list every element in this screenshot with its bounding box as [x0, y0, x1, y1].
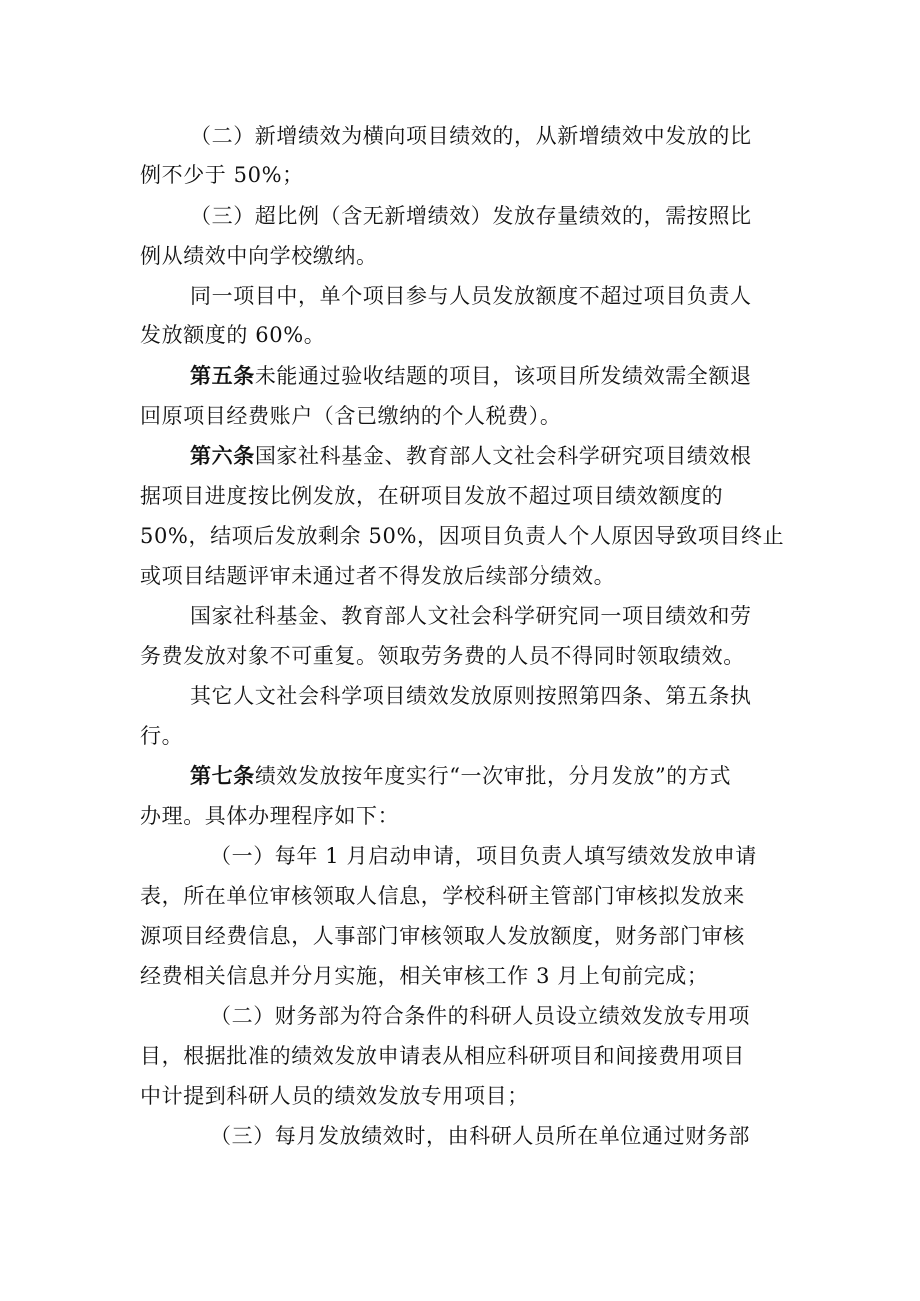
- paragraph-line: （三）每月发放绩效时，由科研人员所在单位通过财务部: [210, 1124, 750, 1148]
- paragraph-line: （一）每年 1 月启动申请，项目负责人填写绩效发放申请: [210, 844, 757, 868]
- article-heading-line: 第六条国家社科基金、教育部人文社会科学研究项目绩效根: [190, 443, 752, 468]
- paragraph-line: 经费相关信息并分月实施，相关审核工作 3 月上旬前完成；: [140, 964, 709, 988]
- paragraph-line: 或项目结题评审未通过者不得发放后续部分绩效。: [140, 564, 616, 588]
- paragraph-line: 目，根据批准的绩效发放申请表从相应科研项目和间接费用项目: [140, 1044, 745, 1068]
- paragraph-line: （三）超比例（含无新增绩效）发放存量绩效的，需按照比: [190, 204, 752, 228]
- article-heading-line: 第五条未能通过验收结题的项目，该项目所发绩效需全额退: [190, 363, 752, 388]
- paragraph-line: 50%，结项后发放剩余 50%，因项目负责人个人原因导致项目终止: [140, 524, 785, 548]
- paragraph-line: （二）财务部为符合条件的科研人员设立绩效发放专用项: [210, 1004, 750, 1028]
- paragraph-line: 国家社科基金、教育部人文社会科学研究同一项目绩效和劳: [190, 604, 752, 628]
- paragraph-line: 其它人文社会科学项目绩效发放原则按照第四条、第五条执: [190, 684, 752, 708]
- paragraph-line: 发放额度的 60%。: [140, 323, 326, 347]
- paragraph-line: 例从绩效中向学校缴纳。: [140, 244, 378, 268]
- paragraph-line: 表，所在单位审核领取人信息，学校科研主管部门审核拟发放来: [140, 884, 745, 908]
- paragraph-line: 源项目经费信息，人事部门审核领取人发放额度，财务部门审核: [140, 924, 745, 948]
- paragraph-line: 回原项目经费账户（含已缴纳的个人税费）。: [140, 404, 562, 428]
- paragraph-line: 中计提到科研人员的绩效发放专用项目；: [140, 1084, 529, 1108]
- article-number: 第七条: [190, 763, 255, 788]
- paragraph-line: 同一项目中，单个项目参与人员发放额度不超过项目负责人: [190, 284, 752, 308]
- paragraph-line: 例不少于 50%；: [140, 163, 304, 187]
- paragraph-line: （二）新增绩效为横向项目绩效的，从新增绩效中发放的比: [190, 124, 752, 148]
- paragraph-line: 务费发放对象不可重复。领取劳务费的人员不得同时领取绩效。: [140, 644, 745, 668]
- paragraph-line: 办理。具体办理程序如下：: [140, 804, 400, 828]
- article-heading-line: 第七条绩效发放按年度实行“一次审批，分月发放”的方式: [190, 763, 732, 788]
- article-number: 第五条: [190, 363, 255, 388]
- paragraph-line: 行。: [140, 724, 184, 748]
- article-number: 第六条: [190, 443, 255, 468]
- paragraph-line: 据项目进度按比例发放，在研项目发放不超过项目绩效额度的: [140, 484, 724, 508]
